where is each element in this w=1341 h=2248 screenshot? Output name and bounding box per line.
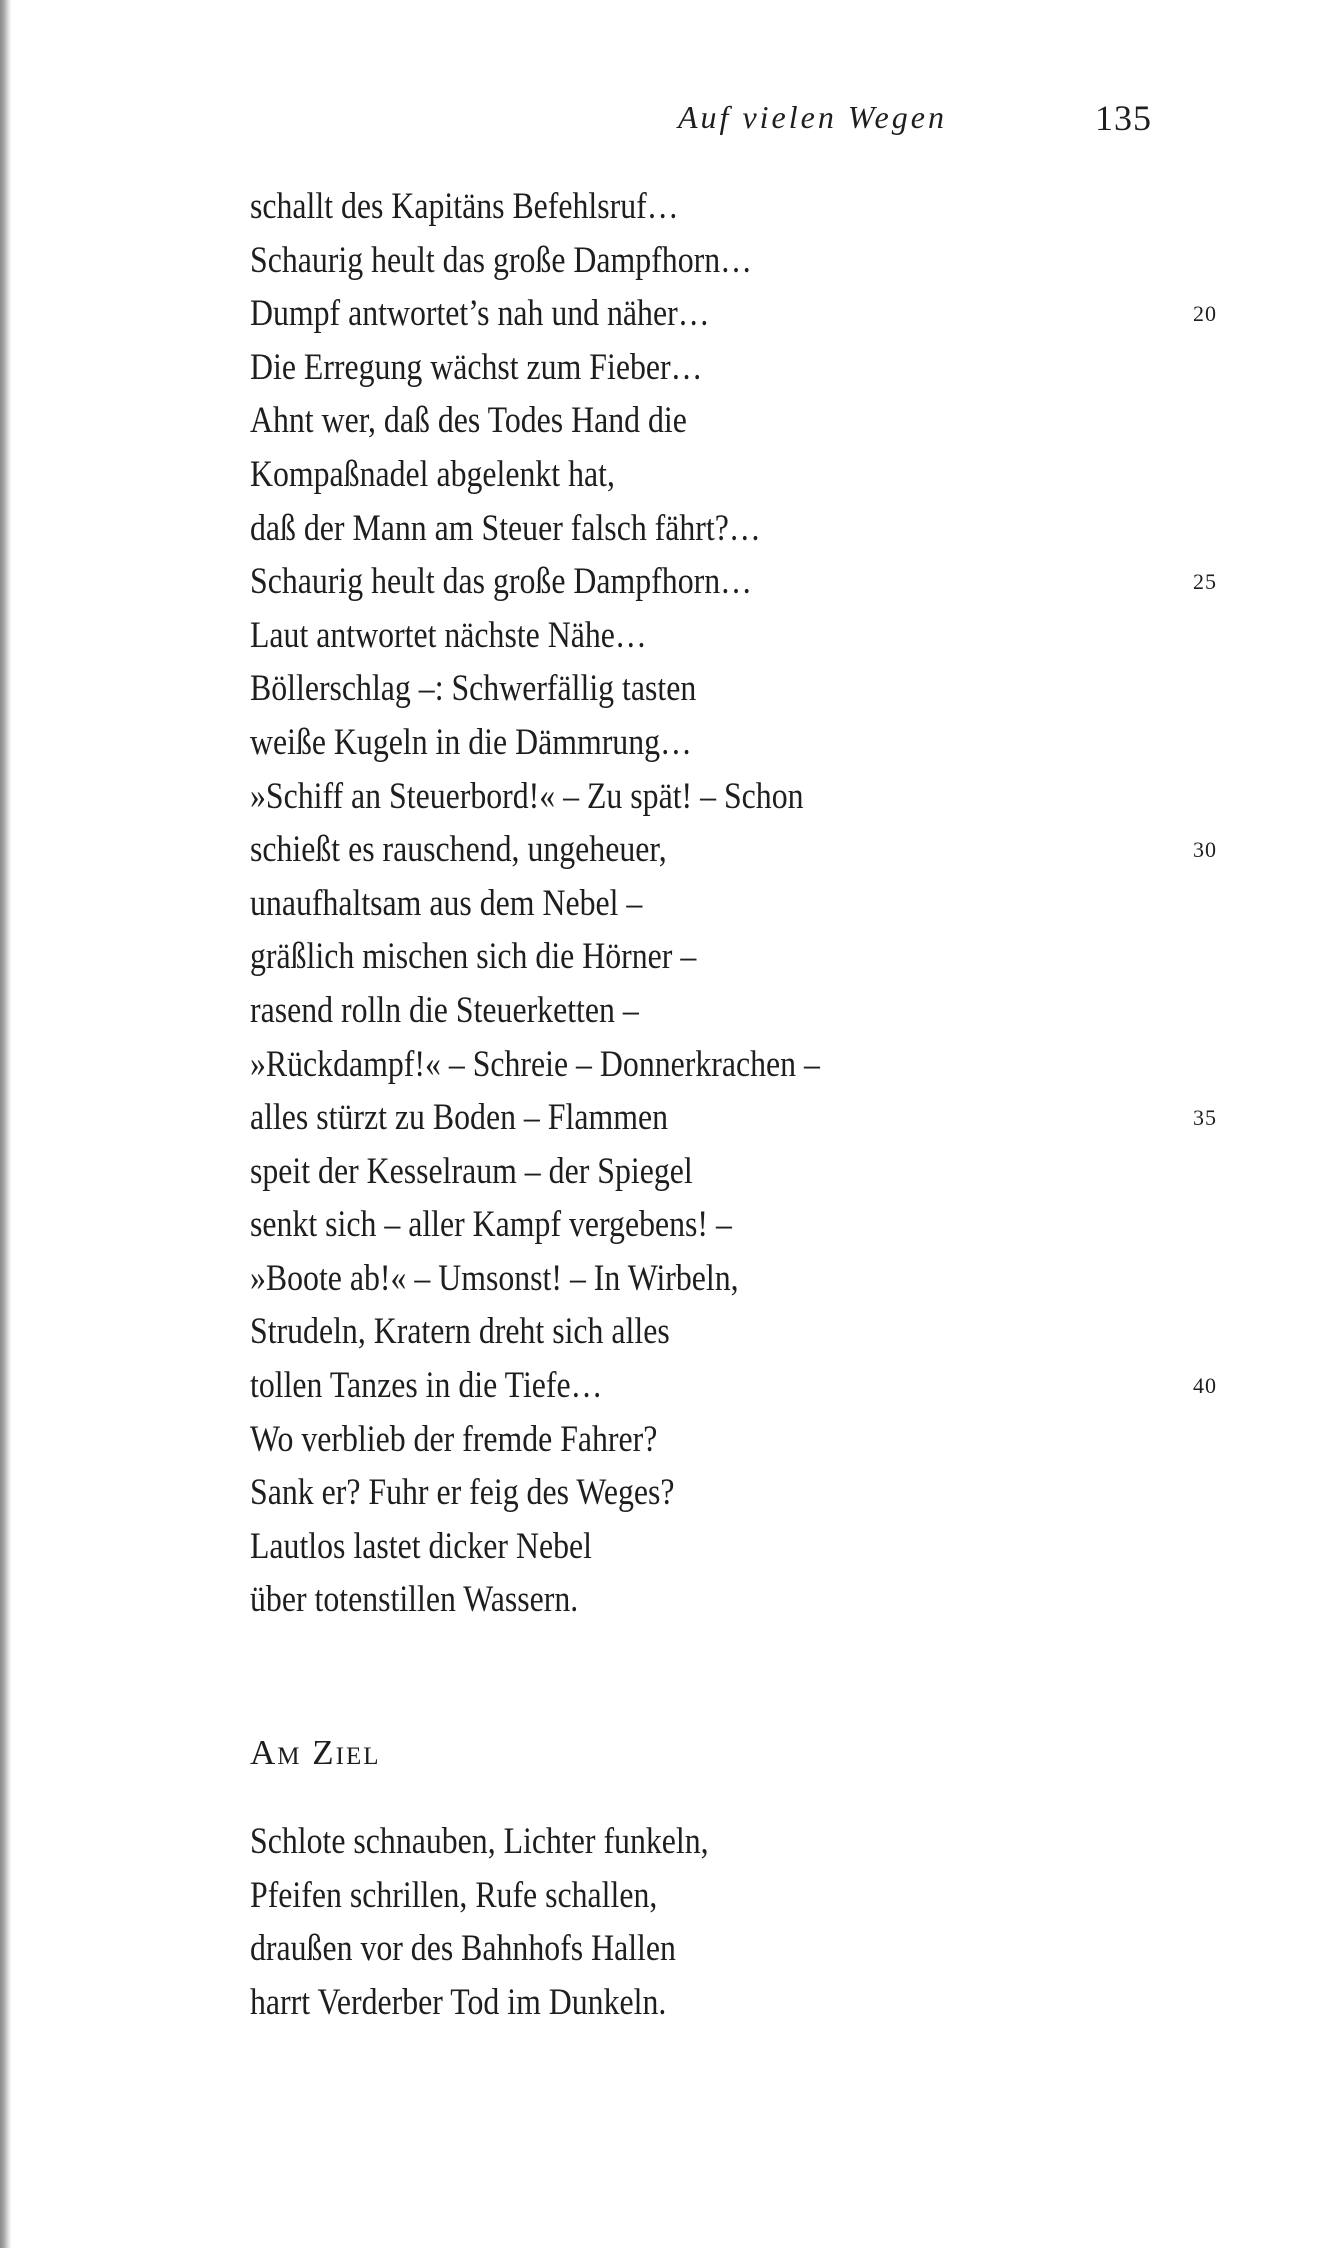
verse-line: »Rückdampf!« – Schreie – Donnerkrachen – [250,1043,820,1085]
verse-line: Strudeln, Kratern dreht sich alles [250,1311,670,1353]
verse-line: »Schiff an Steuerbord!« – Zu spät! – Schon [250,775,804,817]
scan-edge-shadow [0,0,12,2248]
verse-line: draußen vor des Bahnhofs Hallen [250,1928,676,1970]
line-number: 35 [1193,1105,1217,1131]
verse-line: Laut antwortet nächste Nähe… [250,614,647,656]
verse-line: Sank er? Fuhr er feig des Weges? [250,1472,675,1514]
verse-line: Kompaßnadel abgelenkt hat, [250,453,615,495]
verse-line: schallt des Kapitäns Befehlsruf… [250,186,679,227]
verse-line: Pfeifen schrillen, Rufe schallen, [250,1874,658,1916]
verse-line: Schaurig heult das große Dampfhorn… [250,239,752,281]
verse-line: »Boote ab!« – Umsonst! – In Wirbeln, [250,1257,739,1299]
verse-line: Ahnt wer, daß des Todes Hand die [250,400,687,442]
next-poem-stanza [250,1815,1150,2029]
verse-line: Böllerschlag –: Schwerfällig tasten [250,668,697,710]
line-number: 40 [1193,1373,1217,1399]
verse-line: weiße Kugeln in die Dämmrung… [250,721,692,763]
verse-line: unaufhaltsam aus dem Nebel – [250,882,643,924]
line-number: 30 [1193,837,1217,863]
verse-line: daß der Mann am Steuer falsch fährt?… [250,507,761,549]
running-head: Auf vielen Wegen [678,99,947,135]
verse-line: speit der Kesselraum – der Spiegel [250,1150,693,1192]
page-number: 135 [1095,98,1152,138]
verse-line: gräßlich mischen sich die Hörner – [250,936,697,978]
line-number: 25 [1193,569,1217,595]
verse-line: Lautlos lastet dicker Nebel [250,1525,592,1567]
line-number: 20 [1193,301,1217,327]
verse-line: Dumpf antwortet’s nah und näher… [250,293,710,335]
poem-title: Am Ziel [250,1733,381,1772]
verse-line: über totenstillen Wassern. [250,1579,579,1621]
verse-line: harrt Verderber Tod im Dunkeln. [250,1981,667,2023]
verse-line: rasend rolln die Steuerketten – [250,989,639,1031]
poem-continued-stanza [250,180,1150,1627]
verse-line: Schaurig heult das große Dampfhorn… [250,561,752,603]
verse-line: senkt sich – aller Kampf vergebens! – [250,1204,732,1246]
verse-line: schießt es rauschend, ungeheuer, [250,829,667,871]
verse-line: Schlote schnauben, Lichter funkeln, [250,1821,709,1862]
verse-line: alles stürzt zu Boden – Flammen [250,1097,669,1139]
verse-line: tollen Tanzes in die Tiefe… [250,1365,603,1407]
verse-line: Die Erregung wächst zum Fieber… [250,346,703,388]
verse-line: Wo verblieb der fremde Fahrer? [250,1418,658,1460]
